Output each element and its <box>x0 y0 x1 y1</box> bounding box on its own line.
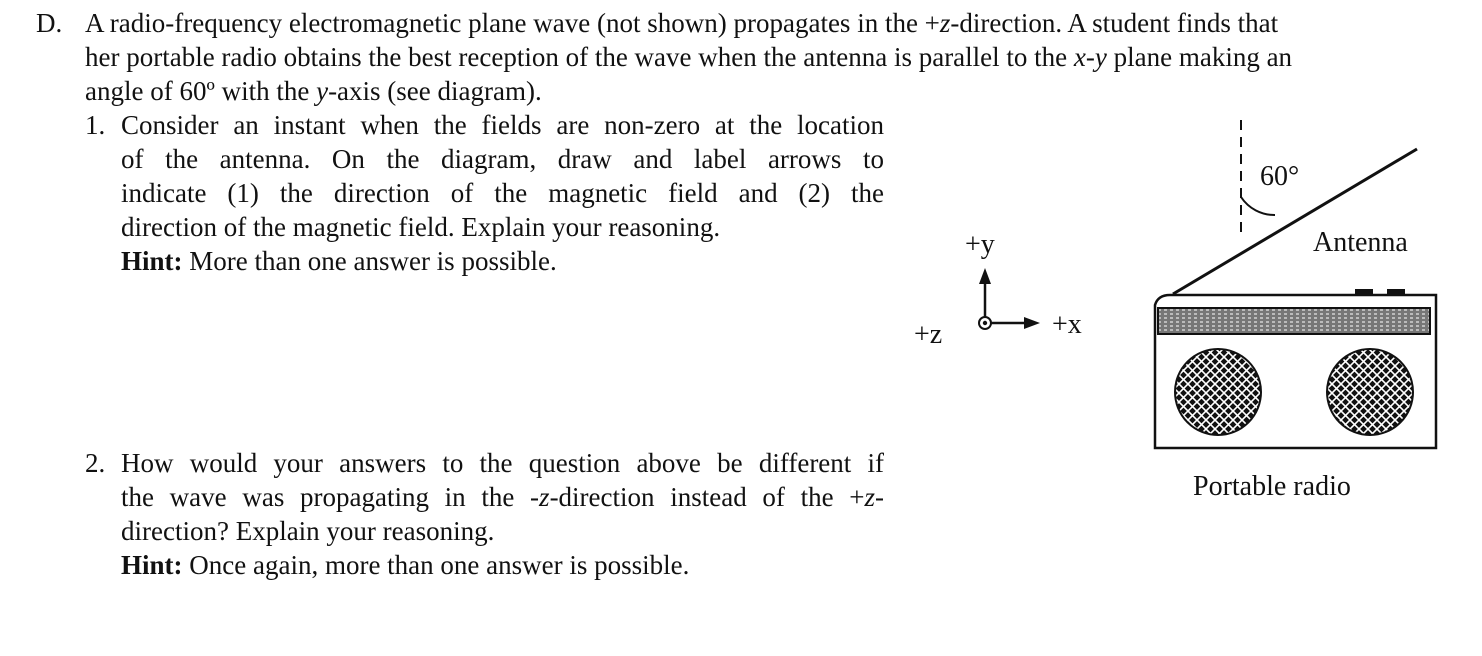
part2-z: z <box>864 482 875 512</box>
left-speaker-icon <box>1175 349 1261 435</box>
intro-text: angle of 60º with the <box>85 76 317 106</box>
hint-label: Hint: <box>121 246 183 276</box>
intro-text: -direction. A student finds that <box>950 8 1279 38</box>
intro-text: -axis (see diagram). <box>328 76 542 106</box>
x-arrowhead-icon <box>1024 317 1040 329</box>
axis-y-label: +y <box>965 229 995 260</box>
part2-line-2 <box>121 480 884 514</box>
antenna-label: Antenna <box>1313 227 1408 258</box>
antenna-group <box>1173 120 1417 294</box>
question-letter: D. <box>36 8 63 38</box>
intro-line-1 <box>85 6 1278 40</box>
y-arrowhead-icon <box>979 268 991 284</box>
hint-text: More than one answer is possible. <box>182 246 557 276</box>
part2-line-1: How would your answers to the question above be different if <box>121 448 884 478</box>
part2-text: the wave was propagating in the - <box>121 482 540 512</box>
part2-text: -direction instead of the + <box>549 482 865 512</box>
axis-z-label: +z <box>914 319 943 350</box>
z-axis-dot-icon <box>983 321 987 325</box>
hint-text: Once again, more than one answer is possible. <box>182 550 690 580</box>
intro-xy: x-y <box>1073 42 1107 72</box>
angle-label: 60° <box>1260 161 1300 192</box>
radio-top-button <box>1387 289 1405 295</box>
part1-line-1: Consider an instant when the fields are non-zero at the location <box>121 110 884 140</box>
angle-arc <box>1241 197 1275 215</box>
part2-line-3: direction? Explain your reasoning. <box>121 516 495 546</box>
radio-label: Portable radio <box>1193 471 1351 502</box>
intro-text: plane making an <box>1106 42 1293 72</box>
coordinate-axes <box>914 229 1082 350</box>
hint-label: Hint: <box>121 550 183 580</box>
part2-number: 2. <box>85 448 106 478</box>
intro-z: z <box>939 8 951 38</box>
part1-line-3: indicate (1) the direction of the magnetic field and (2) the <box>121 178 884 208</box>
part1-line-2: of the antenna. On the diagram, draw and label arrows to <box>121 144 884 174</box>
intro-text: A radio-frequency electromagnetic plane wave (not shown) propagates in the + <box>85 8 940 38</box>
intro-line-3 <box>85 74 542 108</box>
tuning-strip <box>1158 308 1430 334</box>
part1-hint <box>121 244 557 278</box>
part1-line-4: direction of the magnetic field. Explain your reasoning. <box>121 212 721 242</box>
axis-x-label: +x <box>1052 309 1082 340</box>
radio-antenna-diagram <box>900 105 1460 515</box>
part1-number: 1. <box>85 110 106 140</box>
part2-z: z <box>539 482 550 512</box>
part2-text: - <box>875 482 884 512</box>
intro-text: her portable radio obtains the best reception of the wave when the antenna is parallel to the <box>85 42 1074 72</box>
right-speaker-icon <box>1327 349 1413 435</box>
intro-line-2 <box>85 40 1292 74</box>
part2-hint <box>121 548 689 582</box>
portable-radio <box>1155 289 1436 502</box>
radio-top-button <box>1355 289 1373 295</box>
intro-y: y <box>316 76 329 106</box>
